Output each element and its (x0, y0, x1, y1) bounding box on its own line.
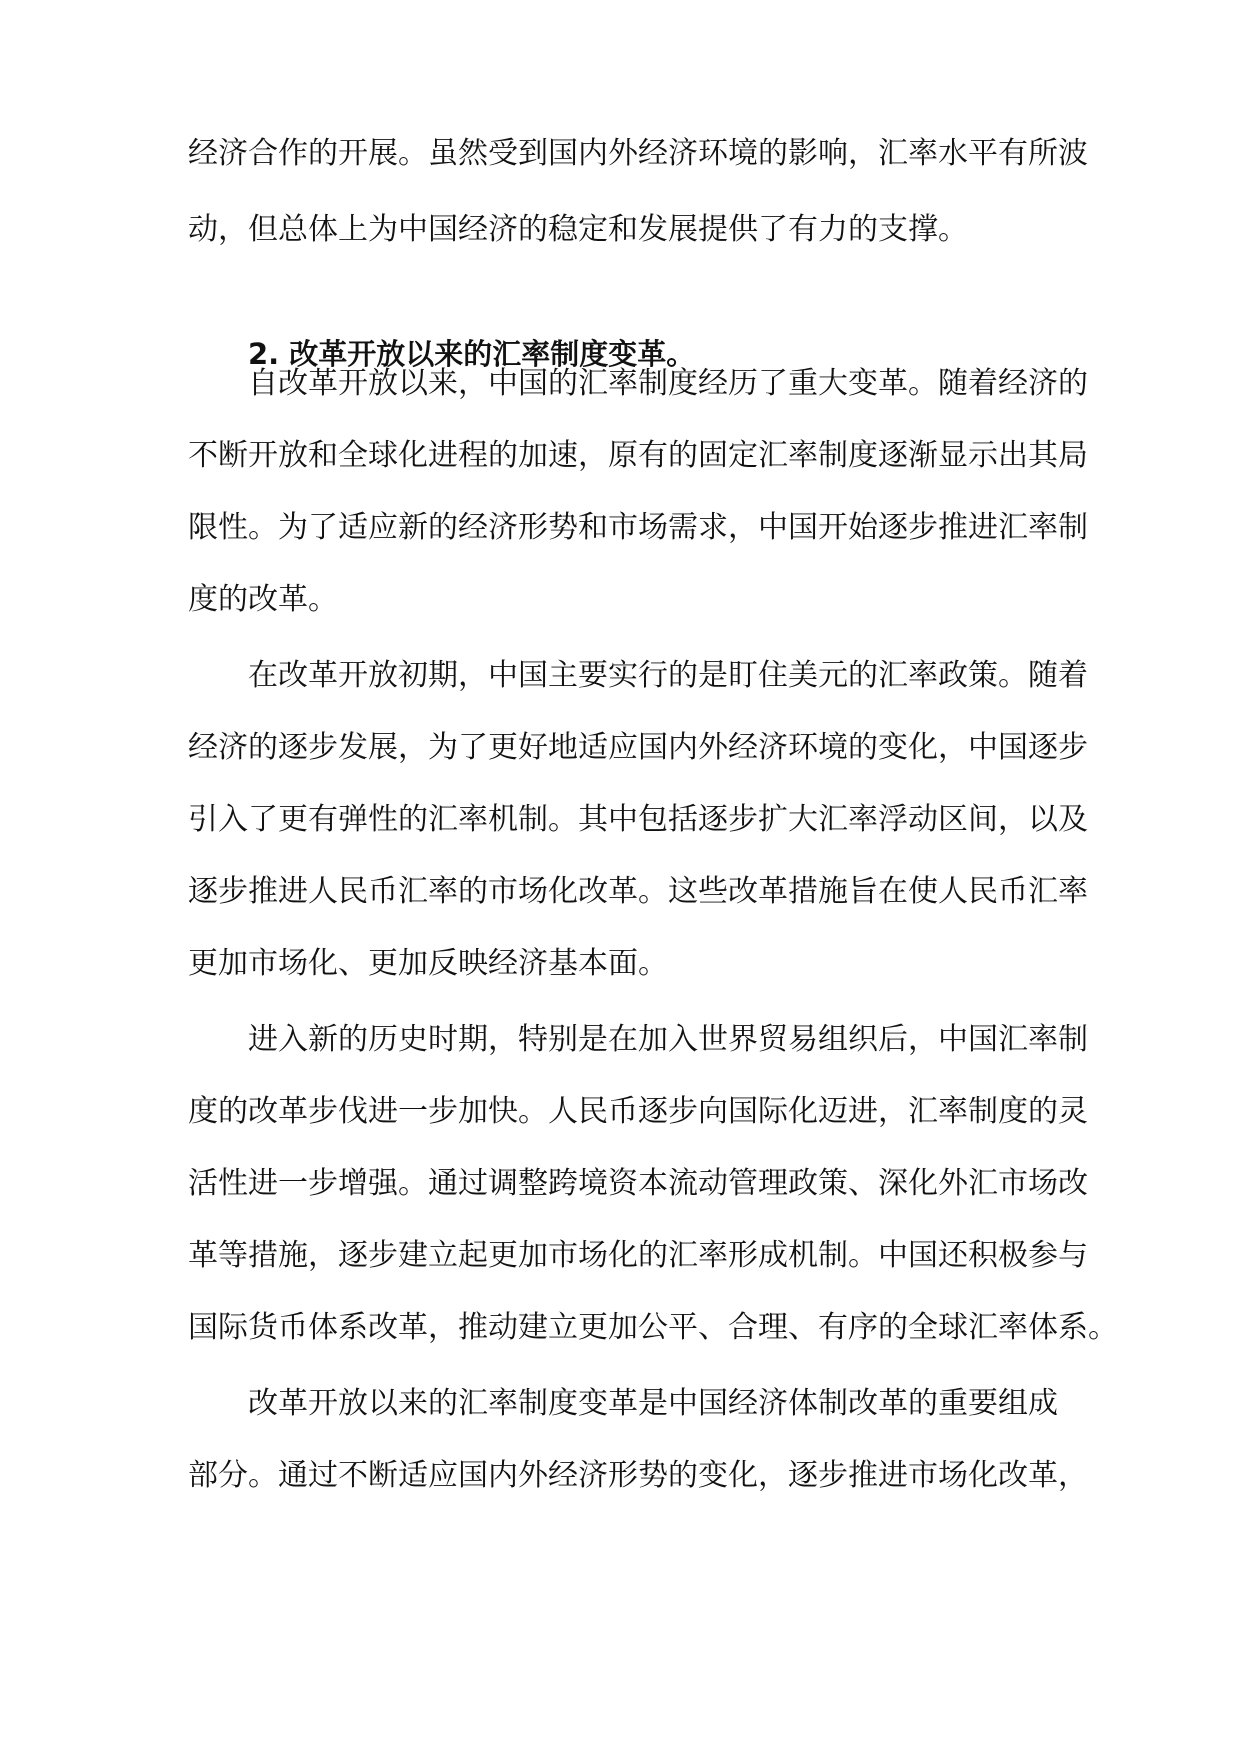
paragraph-line: 引入了更有弹性的汇率机制。其中包括逐步扩大汇率浮动区间，以及 (188, 802, 1088, 837)
paragraph-line: 革等措施，逐步建立起更加市场化的汇率形成机制。中国还积极参与 (188, 1238, 1088, 1273)
paragraph-line: 度的改革步伐进一步加快。人民币逐步向国际化迈进，汇率制度的灵 (188, 1094, 1088, 1129)
paragraph-line: 进入新的历史时期，特别是在加入世界贸易组织后，中国汇率制 (248, 1022, 1088, 1057)
paragraph-line: 不断开放和全球化进程的加速，原有的固定汇率制度逐渐显示出其局 (188, 438, 1088, 473)
paragraph-line: 改革开放以来的汇率制度变革是中国经济体制改革的重要组成 (248, 1386, 1058, 1421)
paragraph-line: 在改革开放初期，中国主要实行的是盯住美元的汇率政策。随着 (248, 658, 1088, 693)
paragraph-line: 自改革开放以来，中国的汇率制度经历了重大变革。随着经济的 (248, 366, 1088, 401)
paragraph-line: 度的改革。 (188, 582, 338, 617)
paragraph-line: 部分。通过不断适应国内外经济形势的变化，逐步推进市场化改革， (188, 1458, 1088, 1493)
paragraph-line: 国际货币体系改革，推动建立更加公平、合理、有序的全球汇率体系。 (188, 1310, 1118, 1345)
paragraph-line: 逐步推进人民币汇率的市场化改革。这些改革措施旨在使人民币汇率 (188, 874, 1088, 909)
paragraph-line: 限性。为了适应新的经济形势和市场需求，中国开始逐步推进汇率制 (188, 510, 1088, 545)
section-heading: 2. 改革开放以来的汇率制度变革。 (248, 337, 696, 371)
paragraph-line: 经济的逐步发展，为了更好地适应国内外经济环境的变化，中国逐步 (188, 730, 1088, 765)
paragraph-line: 动，但总体上为中国经济的稳定和发展提供了有力的支撑。 (188, 212, 968, 247)
paragraph-line: 经济合作的开展。虽然受到国内外经济环境的影响，汇率水平有所波 (188, 136, 1088, 171)
paragraph-line: 更加市场化、更加反映经济基本面。 (188, 946, 668, 981)
paragraph-line: 活性进一步增强。通过调整跨境资本流动管理政策、深化外汇市场改 (188, 1166, 1088, 1201)
